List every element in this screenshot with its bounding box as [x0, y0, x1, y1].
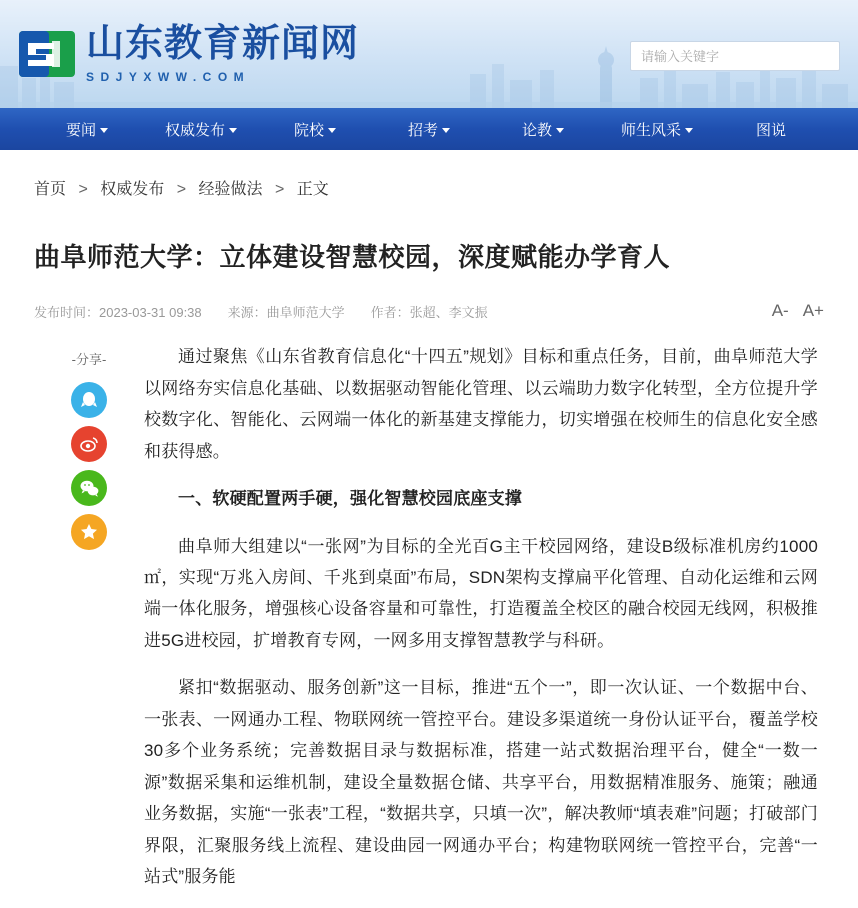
article-content: [144, 341, 824, 908]
chevron-down-icon: [685, 128, 693, 133]
wechat-share-icon[interactable]: [71, 470, 107, 506]
search-area: [630, 41, 840, 71]
chevron-down-icon: [442, 128, 450, 133]
nav-label: 招考: [407, 121, 438, 139]
chevron-down-icon: [229, 128, 237, 133]
share-column: [34, 341, 144, 908]
qq-share-icon[interactable]: [71, 382, 107, 418]
font-decrease-button[interactable]: A-: [771, 301, 789, 321]
chevron-down-icon: [100, 128, 108, 133]
breadcrumb-separator: >: [176, 181, 187, 198]
nav-item-3[interactable]: [372, 108, 486, 150]
nav-item-6[interactable]: [714, 108, 828, 150]
breadcrumb: [0, 150, 858, 213]
site-title: 山东教育新闻网: [86, 21, 360, 66]
chevron-down-icon: [328, 128, 336, 133]
site-logo-text[interactable]: [86, 21, 360, 84]
nav-label: 图说: [755, 121, 786, 139]
breadcrumb-item-home[interactable]: 首页: [34, 181, 67, 198]
article-meta: [34, 301, 824, 321]
nav-item-1[interactable]: [144, 108, 258, 150]
article-paragraph: 通过聚焦《山东省教育信息化“十四五”规划》目标和重点任务，目前，曲阜师范大学以网络夯实信息化基础、以数据驱动智能化管理、以云端助力数字化转型，全方位提升学校数字化、智能化、云网端一体化的新基建支撑能力，切实增强在校师生的信息化安全感和获得感。: [144, 347, 818, 461]
site-header: [0, 0, 858, 108]
nav-label: 权威发布: [164, 121, 225, 139]
breadcrumb-separator: >: [78, 181, 88, 198]
site-domain: SDJYXWW.COM: [86, 69, 251, 84]
article-paragraph: 曲阜师大组建以“一张网”为目标的全光百G主干校园网络，建设B级标准机房约1000㎡，实现“万兆入房间、千兆到桌面”布局，SDN架构支撑扁平化管理、自动化运维和云网端一体化服务，增强核心设备容量和可靠性，打造覆盖全校区的融合校园无线网，积极推进5G进校园，扩增教育专网，一网多用支撑智慧教学与科研。: [144, 536, 818, 650]
main-navigation: [0, 108, 858, 150]
nav-label: 院校: [293, 121, 324, 139]
nav-label: 论教: [521, 121, 552, 139]
weibo-share-icon[interactable]: [71, 426, 107, 462]
favorite-share-icon[interactable]: [71, 514, 107, 550]
article-author: 作者：张超、李文振: [370, 304, 488, 320]
font-increase-button[interactable]: A+: [802, 301, 824, 321]
nav-label: 师生风采: [620, 121, 681, 139]
nav-label: 要闻: [65, 121, 96, 139]
share-label: -分享-: [71, 352, 107, 368]
breadcrumb-separator: >: [275, 181, 285, 198]
article: [0, 239, 858, 908]
article-source: 来源：曲阜师范大学: [227, 304, 345, 320]
breadcrumb-item-authority[interactable]: 权威发布: [100, 181, 165, 198]
nav-item-2[interactable]: [258, 108, 372, 150]
sd-monogram-icon[interactable]: [18, 25, 76, 83]
article-body-wrap: [34, 341, 824, 908]
breadcrumb-item-practice[interactable]: 经验做法: [198, 181, 263, 198]
search-box[interactable]: [630, 41, 840, 71]
chevron-down-icon: [556, 128, 564, 133]
nav-item-4[interactable]: [486, 108, 600, 150]
nav-item-0[interactable]: [30, 108, 144, 150]
publish-time: 发布时间：2023-03-31 09:38: [34, 304, 202, 320]
page-title: 曲阜师范大学：立体建设智慧校园，深度赋能办学育人: [34, 242, 671, 272]
nav-item-5[interactable]: [600, 108, 714, 150]
article-paragraph: 紧扣“数据驱动、服务创新”这一目标，推进“五个一”，即一次认证、一个数据中台、一张表、一网通办工程、物联网统一管控平台。建设多渠道统一身份认证平台，覆盖学校30多个业务系统；完善数据目录与数据标准，搭建一站式数据治理平台，健全“一数一源”数据采集和运维机制，建设全量数据仓储、共享平台，用数据精准服务、施策；融通业务数据，实施“一张表”工程，“数据共享，只填一次”，解决教师“填表难”问题；打破部门界限，汇聚服务线上流程、建设曲园一网通办平台；构建物联网统一管控平台，完善“一站式”服务能: [144, 678, 818, 886]
font-size-controls: [772, 301, 824, 321]
breadcrumb-item-current: 正文: [296, 181, 329, 198]
search-input[interactable]: [639, 42, 831, 70]
article-section-heading: 一、软硬配置两手硬，强化智慧校园底座支撑: [178, 489, 522, 509]
